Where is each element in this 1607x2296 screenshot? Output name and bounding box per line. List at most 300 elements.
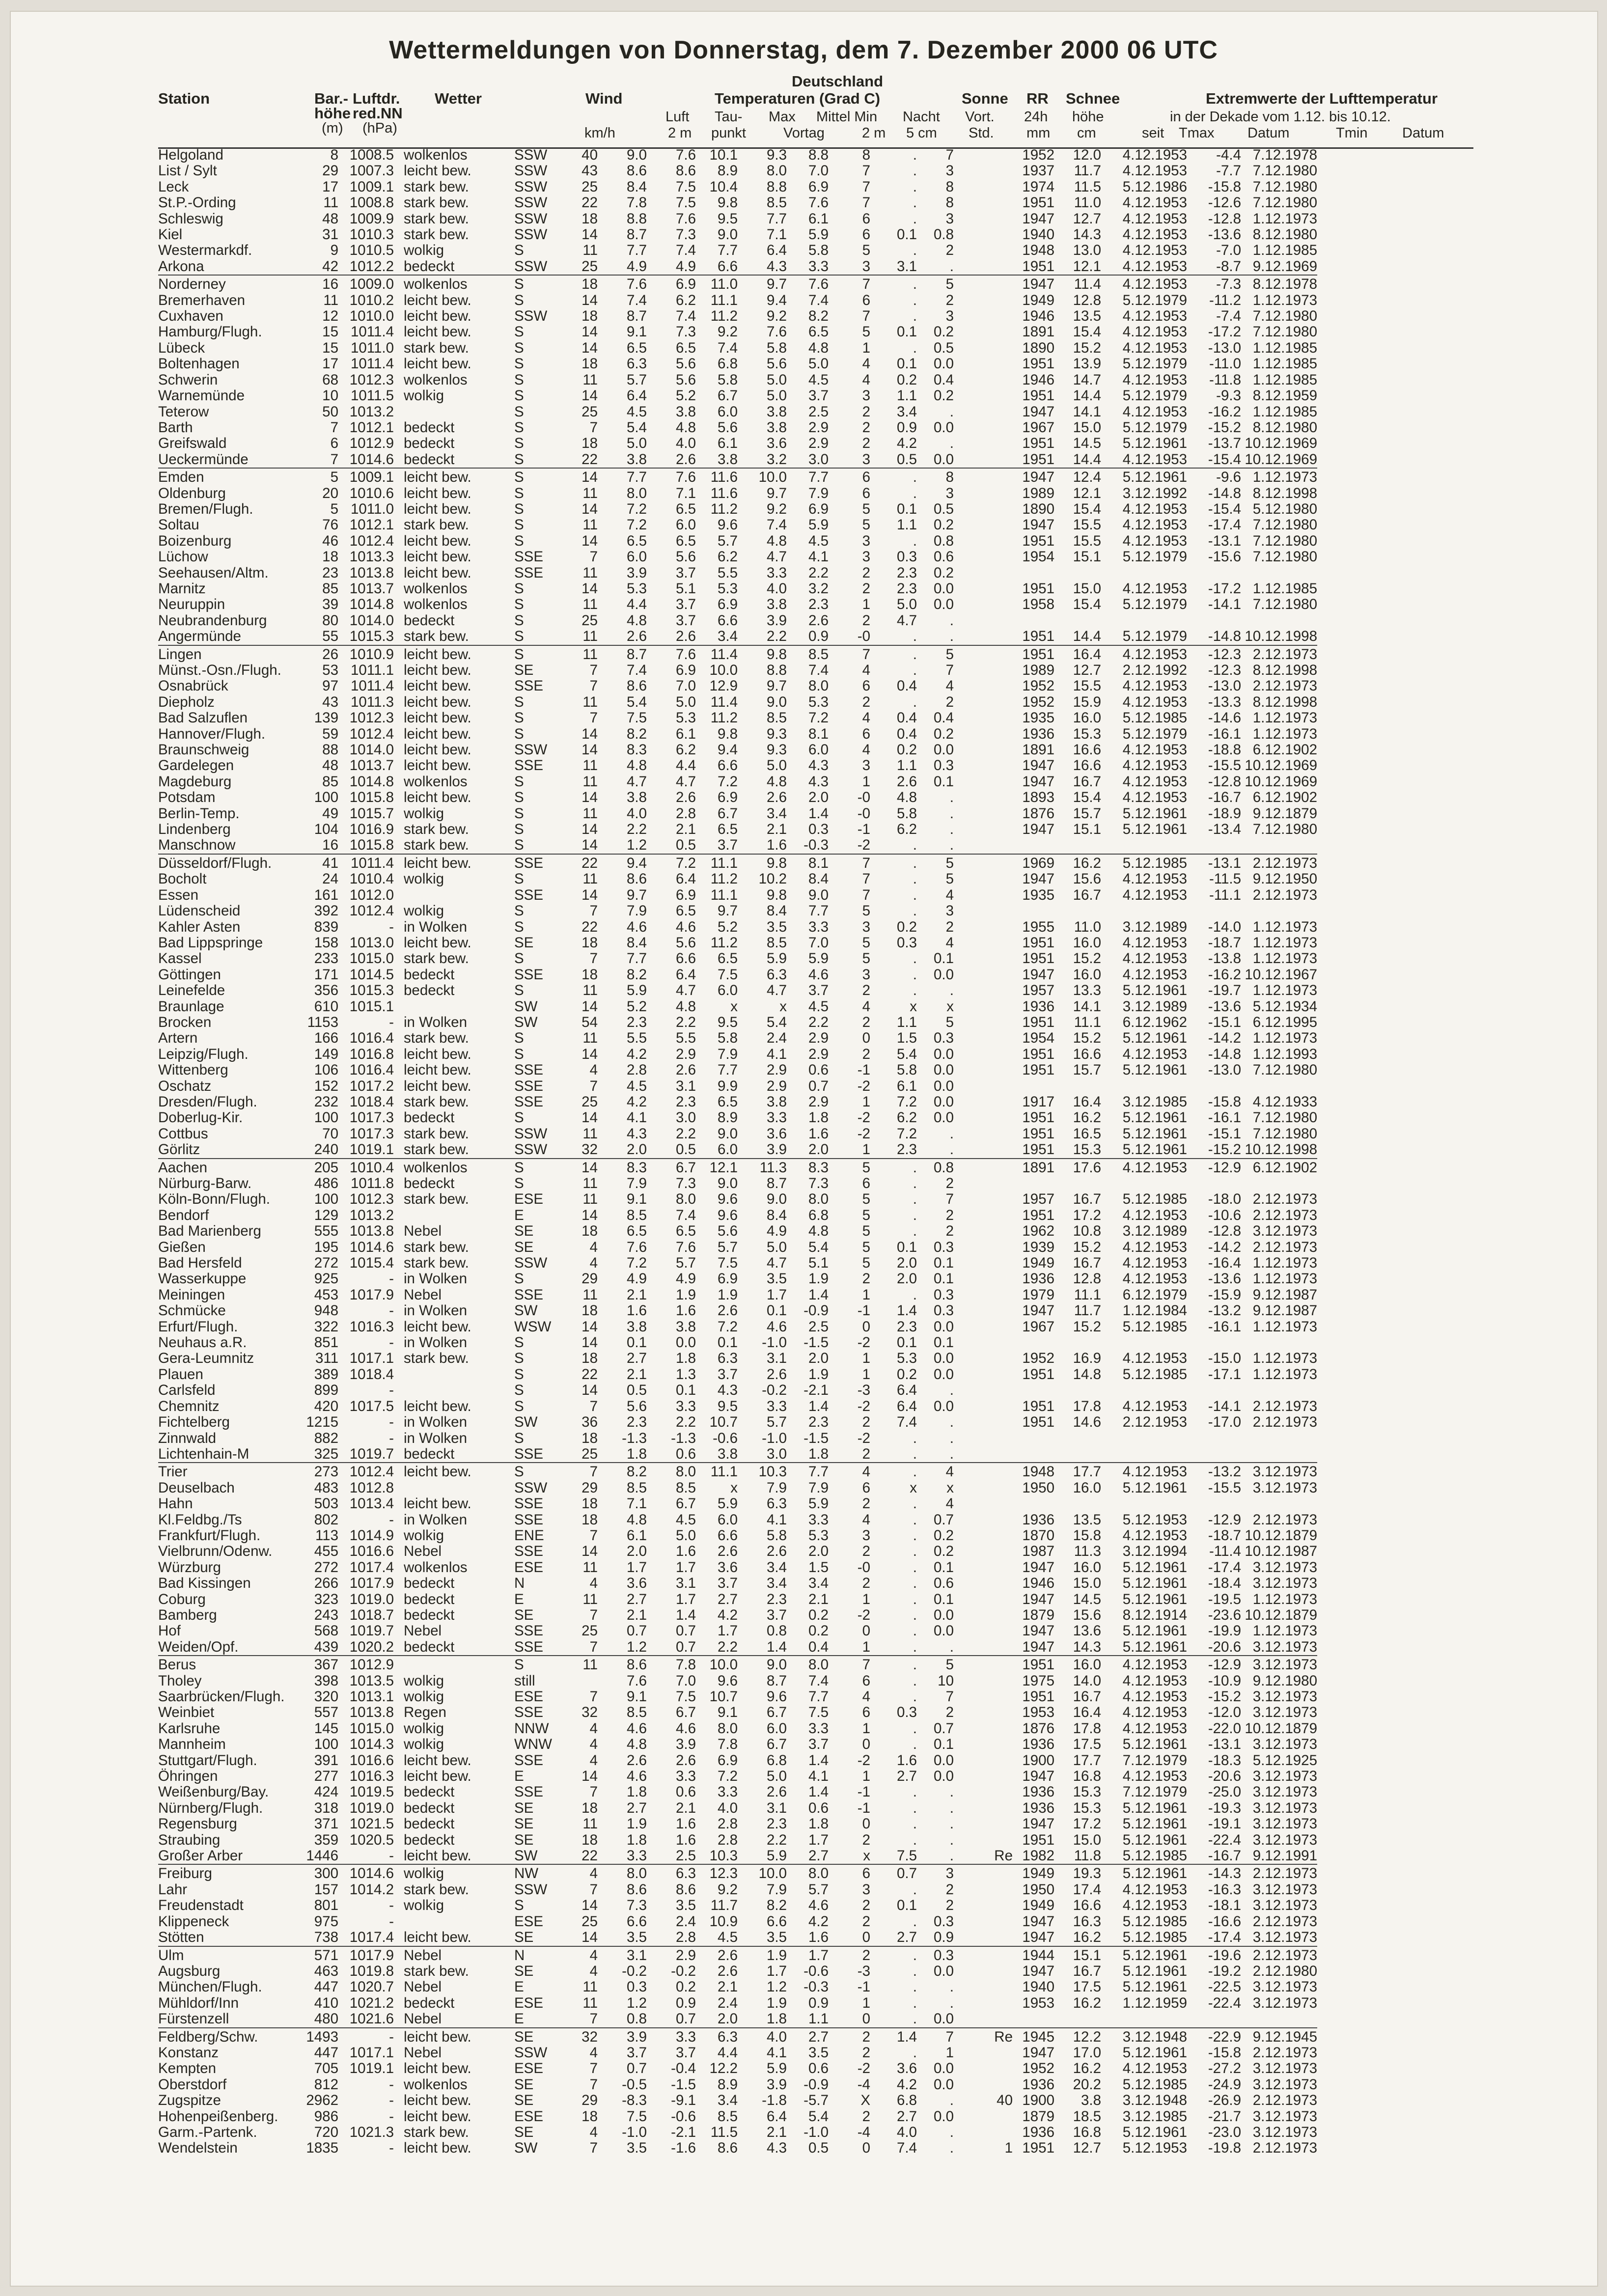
cell-pressure: 1008.8 bbox=[349, 195, 394, 211]
table-row bbox=[158, 1639, 1317, 1656]
cell-tmin: -17.4 bbox=[1208, 1559, 1241, 1576]
cell-min-5cm: -2 bbox=[857, 1752, 870, 1769]
cell-wind-speed: 7 bbox=[589, 1784, 598, 1800]
cell-max-prev: 10.1 bbox=[709, 147, 738, 163]
cell-tmax-date: 4.12.1953 bbox=[1101, 1463, 1187, 1480]
cell-tmax-date: 5.12.1961 bbox=[1122, 1480, 1187, 1496]
cell-rain-24h: . bbox=[949, 1784, 954, 1800]
cell-tmax-date: 5.12.1985 bbox=[1122, 1913, 1187, 1930]
cell-tmax: 11.1 bbox=[1074, 1014, 1101, 1030]
cell-min-2m: 2.6 bbox=[808, 612, 829, 629]
cell-air-temp: 6.6 bbox=[626, 1913, 647, 1930]
cell-max-prev: 7.7 bbox=[717, 243, 738, 259]
cell-record-since: 1890 bbox=[1022, 340, 1054, 356]
cell-tmax: 12.0 bbox=[1073, 147, 1101, 163]
cell-min-5cm: 1 bbox=[862, 1639, 870, 1655]
cell-wind-speed: 25 bbox=[582, 1913, 598, 1930]
cell-weather: wolkig bbox=[404, 243, 444, 259]
cell-pressure: 1018.4 bbox=[349, 1094, 394, 1110]
cell-rain-24h: 0.3 bbox=[933, 1303, 954, 1319]
cell-mean: 6.3 bbox=[766, 967, 787, 983]
cell-rain-24h: 0.0 bbox=[933, 1769, 954, 1785]
cell-tmax-date: 4.12.1953 bbox=[1122, 967, 1187, 983]
cell-max-prev: 11.6 bbox=[710, 485, 738, 501]
cell-min-5cm: -2 bbox=[857, 837, 870, 854]
cell-tmin: -14.2 bbox=[1208, 1239, 1241, 1255]
cell-pressure: 1011.8 bbox=[350, 1176, 394, 1191]
cell-snow-depth bbox=[954, 1351, 1013, 1366]
table-row bbox=[158, 629, 1317, 645]
cell-min-2m: -1.5 bbox=[804, 1430, 829, 1446]
cell-record-since: 1958 bbox=[1022, 597, 1054, 613]
cell-barometer-height: 986 bbox=[314, 2108, 338, 2125]
cell-tmax: 15.4 bbox=[1073, 597, 1101, 613]
table-row bbox=[158, 517, 1317, 533]
cell-sunshine: 0.7 bbox=[870, 1864, 917, 1881]
cell-tmax-date: 4.12.1953 bbox=[1122, 951, 1187, 967]
cell-tmin-date: 3.12.1973 bbox=[1252, 1689, 1317, 1705]
cell-dewpoint: 2.8 bbox=[675, 805, 696, 822]
cell-air-temp: 4.8 bbox=[626, 612, 647, 629]
cell-air-temp: 8.6 bbox=[626, 1881, 647, 1898]
cell-mean: 3.3 bbox=[766, 1110, 787, 1126]
cell-rain-24h: . bbox=[949, 1848, 954, 1864]
cell-mean: 3.3 bbox=[766, 565, 787, 581]
table-row bbox=[158, 372, 1317, 388]
cell-barometer-height: 1835 bbox=[306, 2140, 338, 2157]
cell-mean: 8.2 bbox=[766, 1898, 787, 1914]
cell-record-since: 1952 bbox=[1022, 2061, 1054, 2077]
cell-wind-direction: SW bbox=[514, 1014, 538, 1030]
cell-tmin: -11.5 bbox=[1209, 871, 1241, 887]
cell-tmax: 15.3 bbox=[1073, 1142, 1101, 1158]
cell-dewpoint: 0.2 bbox=[675, 1979, 696, 1995]
cell-dewpoint: 2.6 bbox=[675, 1062, 696, 1079]
cell-tmax-date: 4.12.1953 bbox=[1122, 243, 1187, 259]
cell-rain-24h: 2 bbox=[945, 1207, 954, 1223]
cell-tmin-date: 3.12.1973 bbox=[1252, 1559, 1317, 1576]
cell-tmax-date: 3.12.1948 bbox=[1122, 2093, 1187, 2109]
spacer-cell bbox=[394, 903, 404, 919]
cell-mean: 11.3 bbox=[738, 1159, 787, 1176]
cell-max-prev: 6.5 bbox=[717, 951, 738, 967]
cell-air-temp: 0.7 bbox=[626, 1623, 647, 1639]
cell-mean: 9.4 bbox=[766, 292, 787, 308]
cell-min-5cm: 5 bbox=[862, 1207, 870, 1223]
header-bar-1: Bar.- bbox=[314, 90, 348, 107]
cell-snow-depth bbox=[954, 404, 1013, 420]
cell-min-5cm: 2 bbox=[862, 1271, 870, 1287]
cell-station: Stuttgart/Flugh. bbox=[158, 1752, 257, 1769]
cell-rain-24h: 2 bbox=[945, 919, 954, 935]
cell-tmin-date bbox=[1241, 613, 1317, 629]
cell-dewpoint: 2.6 bbox=[675, 451, 696, 468]
cell-barometer-height: 232 bbox=[314, 1094, 338, 1110]
cell-pressure: 1016.3 bbox=[349, 1319, 394, 1335]
cell-mean: 10.0 bbox=[738, 1864, 787, 1881]
cell-min-2m: 1.8 bbox=[808, 1110, 829, 1126]
cell-station: Konstanz bbox=[158, 2045, 219, 2061]
cell-barometer-height: 447 bbox=[314, 1979, 338, 1995]
cell-tmax bbox=[1054, 613, 1101, 629]
cell-mean: -1.0 bbox=[762, 1430, 787, 1446]
cell-wind-speed: 7 bbox=[589, 1078, 598, 1094]
table-row bbox=[158, 1208, 1317, 1223]
cell-dewpoint: 4.0 bbox=[675, 436, 696, 452]
cell-station: Gardelegen bbox=[158, 758, 234, 774]
cell-snow-depth bbox=[954, 1030, 1013, 1046]
spacer-cell bbox=[394, 1882, 404, 1898]
cell-wind-speed: 14 bbox=[582, 822, 598, 838]
cell-tmin-date: 7.12.1980 bbox=[1252, 597, 1317, 613]
cell-rain-24h: 7 bbox=[945, 1689, 954, 1705]
cell-barometer-height: 318 bbox=[314, 1800, 338, 1816]
cell-tmax-date: 5.12.1961 bbox=[1122, 1062, 1187, 1079]
cell-tmax-date: 5.12.1961 bbox=[1122, 805, 1187, 822]
cell-wind-direction: SSE bbox=[514, 1094, 544, 1110]
cell-tmax: 16.4 bbox=[1054, 645, 1101, 663]
cell-max-prev: -0.6 bbox=[713, 1430, 738, 1446]
cell-tmin: -23.6 bbox=[1208, 1607, 1241, 1623]
table-row bbox=[158, 147, 1317, 163]
cell-snow-depth bbox=[954, 2011, 1013, 2027]
cell-tmin: -19.3 bbox=[1208, 1800, 1241, 1816]
cell-station: Plauen bbox=[158, 1366, 203, 1383]
cell-max-prev: 6.6 bbox=[717, 1527, 738, 1544]
cell-pressure: 1012.4 bbox=[349, 726, 394, 742]
cell-tmin: -17.1 bbox=[1208, 1366, 1241, 1383]
cell-tmin-date: 10.12.1967 bbox=[1245, 967, 1317, 983]
cell-tmin-date: 3.12.1973 bbox=[1252, 2124, 1317, 2140]
cell-record-since: 1951 bbox=[1022, 195, 1054, 211]
cell-min-5cm: -1 bbox=[857, 1784, 870, 1800]
cell-sunshine: 6.4 bbox=[896, 1383, 917, 1399]
cell-min-2m: 1.1 bbox=[808, 2011, 829, 2027]
cell-rain-24h: 7 bbox=[945, 147, 954, 163]
cell-rain-24h: 0.3 bbox=[933, 1030, 954, 1047]
cell-tmin: -16.1 bbox=[1208, 1110, 1241, 1126]
cell-min-2m: 2.9 bbox=[808, 1094, 829, 1110]
cell-wind-speed: 36 bbox=[582, 1414, 598, 1431]
cell-tmin: -13.2 bbox=[1187, 1463, 1241, 1480]
cell-rain-24h: 0.0 bbox=[933, 1752, 954, 1769]
cell-tmin-date: 7.12.1980 bbox=[1252, 533, 1317, 549]
cell-pressure: 1011.0 bbox=[350, 340, 394, 356]
cell-dewpoint: 0.5 bbox=[675, 837, 696, 854]
cell-rain-24h: . bbox=[949, 2140, 954, 2157]
cell-weather: stark bew. bbox=[404, 1239, 469, 1255]
cell-station: Kassel bbox=[158, 951, 202, 967]
cell-wind-speed: 18 bbox=[582, 1512, 598, 1528]
cell-air-temp: 4.7 bbox=[626, 774, 647, 790]
cell-pressure: 1016.3 bbox=[349, 1769, 394, 1785]
cell-sunshine: . bbox=[913, 1544, 917, 1560]
cell-tmax: 15.7 bbox=[1073, 805, 1101, 822]
cell-sunshine: . bbox=[913, 951, 917, 967]
cell-snow-depth bbox=[954, 324, 1013, 340]
cell-station: Lübeck bbox=[158, 340, 205, 356]
cell-sunshine: . bbox=[913, 1496, 917, 1512]
cell-min-5cm: -1 bbox=[857, 822, 870, 838]
cell-max-prev: 9.6 bbox=[717, 1191, 738, 1208]
cell-max-prev: 10.4 bbox=[709, 179, 738, 195]
cell-sunshine: 4.2 bbox=[896, 2076, 917, 2093]
cell-max-prev: 0.1 bbox=[717, 1335, 738, 1351]
cell-barometer-height: 24 bbox=[322, 871, 338, 887]
cell-record-since: 1900 bbox=[1022, 1752, 1054, 1769]
cell-tmax-date: 6.12.1979 bbox=[1122, 1287, 1187, 1303]
cell-rain-24h: 0.0 bbox=[933, 451, 954, 468]
cell-dewpoint: 7.2 bbox=[647, 854, 696, 871]
cell-max-prev: 2.6 bbox=[717, 1544, 738, 1560]
cell-tmin: -18.3 bbox=[1208, 1752, 1241, 1769]
cell-tmax: 15.3 bbox=[1073, 1800, 1101, 1816]
spacer-cell bbox=[394, 887, 404, 903]
cell-dewpoint: 3.3 bbox=[647, 2028, 696, 2045]
cell-tmax-date: 4.12.1953 bbox=[1122, 887, 1187, 903]
cell-tmax-date: 4.12.1953 bbox=[1101, 1159, 1187, 1176]
cell-station: Berus bbox=[158, 1656, 304, 1673]
cell-wind-direction: SSE bbox=[514, 1705, 544, 1721]
cell-pressure: 1011.5 bbox=[350, 388, 394, 404]
cell-barometer-height: 812 bbox=[314, 2076, 338, 2093]
cell-barometer-height: 486 bbox=[314, 1176, 338, 1191]
cell-rain-24h: 7 bbox=[945, 663, 954, 678]
cell-air-temp: 1.8 bbox=[626, 1832, 647, 1848]
table-row bbox=[158, 854, 1317, 871]
cell-rain-24h: 0.0 bbox=[933, 1963, 954, 1979]
cell-barometer-height: 322 bbox=[314, 1319, 338, 1335]
cell-air-temp: 4.2 bbox=[626, 1094, 647, 1110]
cell-mean: 4.8 bbox=[766, 533, 787, 549]
table-row bbox=[158, 871, 1317, 887]
cell-mean: 9.0 bbox=[766, 694, 787, 710]
cell-wind-direction: S bbox=[514, 485, 524, 501]
header-sonne-1: Sonne bbox=[962, 90, 1008, 107]
cell-dewpoint: 6.7 bbox=[675, 1705, 696, 1721]
cell-dewpoint: 4.7 bbox=[675, 774, 696, 790]
cell-min-2m: 5.3 bbox=[808, 694, 829, 710]
table-row bbox=[158, 1271, 1317, 1287]
spacer-cell bbox=[394, 1159, 404, 1176]
cell-max-prev: 9.8 bbox=[717, 726, 738, 742]
cell-min-5cm: 1 bbox=[862, 1995, 870, 2011]
cell-sunshine: . bbox=[913, 1430, 917, 1446]
cell-air-temp: 3.9 bbox=[626, 565, 647, 581]
cell-record-since bbox=[1013, 565, 1054, 581]
cell-rain-24h: 0.5 bbox=[933, 340, 954, 356]
cell-tmax-date: 4.12.1953 bbox=[1101, 1656, 1187, 1673]
cell-pressure: 1015.7 bbox=[349, 805, 394, 822]
cell-pressure: - bbox=[389, 1414, 394, 1431]
cell-tmax: 11.4 bbox=[1054, 275, 1101, 292]
spacer-cell bbox=[394, 790, 404, 805]
cell-max-prev: 6.6 bbox=[717, 258, 738, 275]
cell-mean: 10.0 bbox=[738, 468, 787, 485]
cell-min-2m: 4.6 bbox=[808, 967, 829, 983]
cell-barometer-height: 48 bbox=[322, 211, 338, 227]
cell-min-2m: 2.0 bbox=[808, 1351, 829, 1367]
cell-snow-depth bbox=[954, 1176, 1013, 1191]
cell-min-2m: -2.1 bbox=[804, 1383, 829, 1399]
cell-tmax-date: 5.12.1985 bbox=[1122, 1848, 1187, 1864]
cell-wind-direction: SSE bbox=[514, 678, 544, 694]
cell-station: Neuruppin bbox=[158, 597, 225, 613]
cell-wind-speed: 25 bbox=[582, 1623, 598, 1639]
cell-min-2m: 1.6 bbox=[808, 1930, 829, 1946]
table-row bbox=[158, 501, 1317, 517]
cell-record-since: 1951 bbox=[1022, 356, 1054, 372]
cell-tmin bbox=[1187, 903, 1241, 919]
spacer-cell bbox=[394, 1607, 404, 1623]
cell-min-5cm: -2 bbox=[857, 1126, 870, 1142]
cell-rain-24h: 2 bbox=[945, 1898, 954, 1914]
cell-weather: bedeckt bbox=[404, 1639, 455, 1655]
cell-min-5cm: 3 bbox=[862, 258, 870, 275]
table-row bbox=[158, 452, 1317, 468]
cell-wind-direction: SE bbox=[514, 1607, 534, 1623]
cell-rain-24h: 3 bbox=[945, 163, 954, 179]
cell-rain-24h: 0.1 bbox=[933, 774, 954, 790]
cell-rain-24h: 0.1 bbox=[933, 1737, 954, 1753]
cell-rain-24h: . bbox=[949, 790, 954, 806]
cell-min-5cm: 3 bbox=[862, 533, 870, 549]
cell-air-temp: 8.8 bbox=[626, 211, 647, 227]
cell-snow-depth bbox=[954, 1431, 1013, 1446]
cell-mean: 6.4 bbox=[766, 243, 787, 259]
cell-rain-24h: 5 bbox=[917, 275, 954, 292]
table-row bbox=[158, 2028, 1317, 2045]
table-row bbox=[158, 1496, 1317, 1512]
cell-air-temp: 8.6 bbox=[626, 678, 647, 694]
table-row bbox=[158, 887, 1317, 903]
cell-air-temp: 4.8 bbox=[626, 1737, 647, 1753]
cell-tmax-date: 4.12.1953 bbox=[1122, 1046, 1187, 1062]
header-rr-3: mm bbox=[1026, 125, 1051, 141]
cell-sunshine: . bbox=[913, 147, 917, 163]
cell-station: Kahler Asten bbox=[158, 919, 241, 935]
cell-barometer-height: 29 bbox=[322, 163, 338, 179]
cell-min-2m: -0.3 bbox=[804, 1979, 829, 1995]
cell-record-since: 1947 bbox=[1022, 758, 1054, 774]
spacer-cell bbox=[394, 404, 404, 420]
cell-record-since: 1951 bbox=[1022, 1366, 1054, 1383]
cell-tmin-date: 1.12.1973 bbox=[1252, 1366, 1317, 1383]
cell-snow-depth bbox=[954, 774, 1013, 790]
cell-dewpoint: 7.0 bbox=[675, 678, 696, 694]
cell-tmin: -22.0 bbox=[1208, 1720, 1241, 1737]
cell-wind-speed: 32 bbox=[561, 2028, 598, 2045]
cell-barometer-height: 851 bbox=[314, 1335, 338, 1351]
spacer-cell bbox=[394, 147, 404, 163]
cell-min-5cm: 0 bbox=[862, 1319, 870, 1335]
cell-air-temp: 2.1 bbox=[626, 1287, 647, 1303]
cell-weather: wolkenlos bbox=[404, 2076, 468, 2093]
cell-max-prev: 6.0 bbox=[717, 983, 738, 999]
cell-dewpoint: 2.2 bbox=[675, 1414, 696, 1431]
cell-min-2m: 8.0 bbox=[787, 1656, 829, 1673]
cell-mean: 1.7 bbox=[766, 1287, 787, 1303]
cell-air-temp: 5.0 bbox=[626, 436, 647, 452]
cell-max-prev: 4.2 bbox=[717, 1607, 738, 1623]
cell-tmin-date: 2.12.1980 bbox=[1252, 1963, 1317, 1979]
cell-barometer-height: 195 bbox=[314, 1239, 338, 1255]
cell-sunshine: . bbox=[913, 2045, 917, 2061]
cell-weather: leicht bew. bbox=[404, 742, 471, 758]
cell-record-since: 1890 bbox=[1022, 501, 1054, 517]
cell-tmax: 3.8 bbox=[1081, 2093, 1101, 2109]
cell-station: Berlin-Temp. bbox=[158, 805, 240, 822]
cell-mean: 8.4 bbox=[766, 903, 787, 919]
cell-tmax: 16.0 bbox=[1073, 1559, 1101, 1576]
cell-wind-speed: 7 bbox=[589, 1639, 598, 1655]
cell-min-2m: 0.3 bbox=[808, 822, 829, 838]
cell-weather: leicht bew. bbox=[404, 1752, 471, 1769]
cell-max-prev: 10.9 bbox=[709, 1913, 738, 1930]
cell-record-since: 1951 bbox=[1022, 1126, 1054, 1142]
cell-wind-direction: S bbox=[514, 436, 524, 452]
cell-tmax-date: 5.12.1961 bbox=[1122, 1963, 1187, 1979]
cell-tmin: -13.0 bbox=[1208, 1062, 1241, 1079]
spacer-cell bbox=[394, 293, 404, 308]
cell-record-since: 1935 bbox=[1022, 710, 1054, 726]
cell-tmin: -12.3 bbox=[1208, 663, 1241, 678]
cell-air-temp: 8.0 bbox=[598, 1864, 647, 1881]
spacer-cell bbox=[394, 1030, 404, 1046]
cell-min-5cm: 2 bbox=[862, 1046, 870, 1062]
cell-snow-depth bbox=[954, 1673, 1013, 1689]
cell-wind-direction: S bbox=[514, 710, 524, 726]
cell-pressure: 1009.9 bbox=[349, 211, 394, 227]
header-tmax: Tmax bbox=[1179, 125, 1215, 141]
cell-station: Lahr bbox=[158, 1881, 188, 1898]
cell-air-temp: 5.4 bbox=[626, 694, 647, 710]
cell-sunshine: 2.3 bbox=[896, 1142, 917, 1158]
cell-tmin: -17.0 bbox=[1208, 1414, 1241, 1431]
cell-station: List / Sylt bbox=[158, 163, 217, 179]
header-kmh: km/h bbox=[584, 125, 615, 141]
cell-tmin: -15.8 bbox=[1208, 2045, 1241, 2061]
cell-min-2m: 5.0 bbox=[808, 356, 829, 372]
spacer-cell bbox=[394, 710, 404, 726]
cell-tmax-date: 5.12.1979 bbox=[1122, 629, 1187, 645]
cell-station: Köln-Bonn/Flugh. bbox=[158, 1191, 270, 1208]
cell-tmin-date: 3.12.1973 bbox=[1252, 1737, 1317, 1753]
cell-weather: wolkig bbox=[404, 1737, 444, 1753]
cell-max-prev: 8.9 bbox=[717, 2076, 738, 2093]
cell-mean: 6.3 bbox=[766, 1496, 787, 1512]
cell-snow-depth bbox=[954, 1592, 1013, 1607]
cell-station: Klippeneck bbox=[158, 1913, 229, 1930]
cell-sunshine: 1.1 bbox=[896, 388, 917, 404]
cell-dewpoint: 3.7 bbox=[675, 612, 696, 629]
cell-pressure: 1019.8 bbox=[349, 1963, 394, 1979]
cell-station: Düsseldorf/Flugh. bbox=[158, 854, 304, 871]
cell-tmax: 15.7 bbox=[1073, 1062, 1101, 1079]
cell-min-2m: 4.6 bbox=[808, 1898, 829, 1914]
cell-mean: 5.7 bbox=[766, 1414, 787, 1431]
header-extreme-2: in der Dekade vom 1.12. bis 10.12. bbox=[1170, 109, 1391, 125]
cell-rain-24h: . bbox=[949, 1832, 954, 1848]
table-row bbox=[158, 1319, 1317, 1335]
spacer-cell bbox=[394, 837, 404, 854]
cell-record-since: 1940 bbox=[1022, 1979, 1054, 1995]
cell-barometer-height: 100 bbox=[314, 1737, 338, 1753]
cell-tmin-date: 8.12.1978 bbox=[1241, 275, 1317, 292]
cell-wind-speed: 11 bbox=[582, 1979, 598, 1995]
cell-air-temp: 2.0 bbox=[626, 1142, 647, 1158]
cell-station: Dresden/Flugh. bbox=[158, 1094, 257, 1110]
